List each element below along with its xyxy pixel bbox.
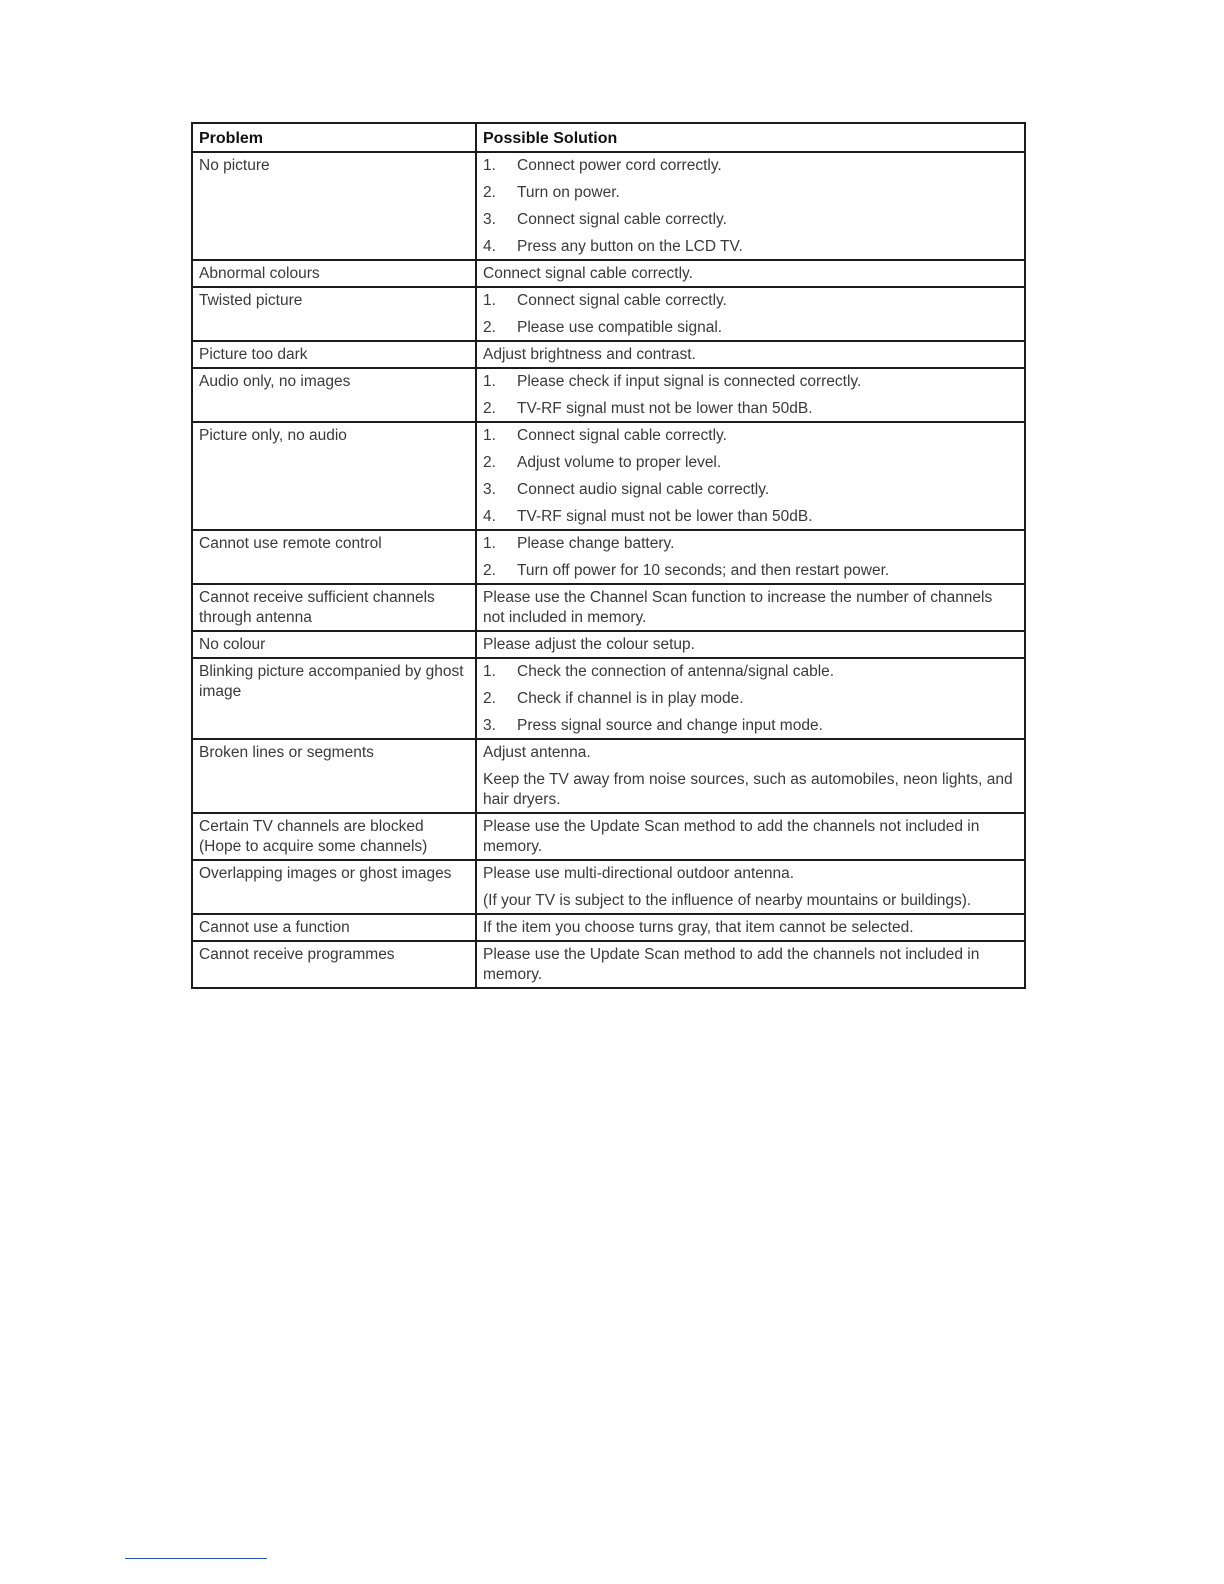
- step-number: 1.: [483, 663, 496, 680]
- solution-cell: [476, 813, 1025, 860]
- table-row: [192, 287, 1025, 341]
- solution-text: Connect signal cable correctly.: [483, 265, 693, 282]
- solution-cell: [476, 530, 1025, 584]
- solution-text: Please use the Channel Scan function to increase the number of channels not included in memory.: [483, 589, 993, 626]
- solution-step: [483, 183, 1018, 203]
- solution-text: Keep the TV away from noise sources, such as automobiles, neon lights, and hair dryers.: [483, 771, 1013, 808]
- step-text: Please check if input signal is connected correctly.: [517, 373, 862, 390]
- problem-cell: Cannot receive programmes: [192, 941, 476, 988]
- step-number: 2.: [483, 562, 496, 579]
- solution-text: If the item you choose turns gray, that item cannot be selected.: [483, 919, 914, 936]
- table-row: [192, 152, 1025, 260]
- step-text: TV-RF signal must not be lower than 50dB.: [517, 400, 813, 417]
- solution-step: [483, 507, 1018, 527]
- table-row: [192, 941, 1025, 988]
- problem-cell: No picture: [192, 152, 476, 260]
- solution-step: [483, 689, 1018, 709]
- solution-step: [483, 561, 1018, 581]
- problem-cell: Blinking picture accompanied by ghost image: [192, 658, 476, 739]
- header-possible-solution: Possible Solution: [476, 123, 1025, 152]
- step-number: 2.: [483, 690, 496, 707]
- table-header-row: [192, 123, 1025, 152]
- step-text: Turn on power.: [517, 184, 620, 201]
- solution-text: Please use the Update Scan method to add the channels not included in memory.: [483, 818, 980, 855]
- solution-cell: [476, 631, 1025, 658]
- problem-cell: Audio only, no images: [192, 368, 476, 422]
- step-number: 3.: [483, 211, 496, 228]
- solution-step: [483, 291, 1018, 311]
- troubleshooting-table-container: [191, 122, 1024, 989]
- solution-cell: [476, 739, 1025, 813]
- solution-step: [483, 210, 1018, 230]
- step-text: Connect audio signal cable correctly.: [517, 481, 770, 498]
- step-number: 2.: [483, 400, 496, 417]
- solution-cell: [476, 584, 1025, 631]
- solution-cell: [476, 422, 1025, 530]
- table-row: [192, 530, 1025, 584]
- solution-cell: [476, 341, 1025, 368]
- problem-cell: Cannot receive sufficient channels through antenna: [192, 584, 476, 631]
- table-row: [192, 260, 1025, 287]
- step-text: Connect signal cable correctly.: [517, 211, 727, 228]
- solution-step: [483, 534, 1018, 554]
- table-row: [192, 341, 1025, 368]
- solution-cell: [476, 368, 1025, 422]
- solution-cell: [476, 287, 1025, 341]
- step-text: Adjust volume to proper level.: [517, 454, 722, 471]
- solution-step: [483, 716, 1018, 736]
- solution-text: Adjust brightness and contrast.: [483, 346, 696, 363]
- solution-step: [483, 399, 1018, 419]
- step-text: Turn off power for 10 seconds; and then restart power.: [517, 562, 890, 579]
- solution-step: [483, 372, 1018, 392]
- step-number: 1.: [483, 157, 496, 174]
- table-row: [192, 914, 1025, 941]
- solution-step: [483, 480, 1018, 500]
- step-text: Please change battery.: [517, 535, 675, 552]
- problem-cell: Picture only, no audio: [192, 422, 476, 530]
- solution-text: (If your TV is subject to the influence of nearby mountains or buildings).: [483, 892, 972, 909]
- solution-step: [483, 662, 1018, 682]
- table-row: [192, 422, 1025, 530]
- step-number: 1.: [483, 535, 496, 552]
- solution-text: Please use the Update Scan method to add the channels not included in memory.: [483, 946, 980, 983]
- problem-cell: Picture too dark: [192, 341, 476, 368]
- solution-cell: [476, 260, 1025, 287]
- troubleshooting-table: [191, 122, 1026, 989]
- solution-step: [483, 426, 1018, 446]
- solution-cell: [476, 860, 1025, 914]
- solution-cell: [476, 941, 1025, 988]
- problem-cell: Abnormal colours: [192, 260, 476, 287]
- solution-step: [483, 237, 1018, 257]
- table-row: [192, 368, 1025, 422]
- solution-cell: [476, 658, 1025, 739]
- step-text: Connect signal cable correctly.: [517, 427, 727, 444]
- footnote-divider: [125, 1558, 267, 1559]
- step-text: Press signal source and change input mode.: [517, 717, 823, 734]
- step-text: Connect signal cable correctly.: [517, 292, 727, 309]
- step-number: 4.: [483, 508, 496, 525]
- table-row: [192, 860, 1025, 914]
- step-number: 1.: [483, 373, 496, 390]
- solution-step: [483, 318, 1018, 338]
- step-number: 3.: [483, 717, 496, 734]
- problem-cell: Overlapping images or ghost images: [192, 860, 476, 914]
- table-row: [192, 813, 1025, 860]
- step-number: 3.: [483, 481, 496, 498]
- problem-cell: Cannot use a function: [192, 914, 476, 941]
- step-text: Check the connection of antenna/signal cable.: [517, 663, 835, 680]
- step-number: 2.: [483, 184, 496, 201]
- solution-step: [483, 156, 1018, 176]
- step-text: Connect power cord correctly.: [517, 157, 722, 174]
- solution-text: Adjust antenna.: [483, 744, 591, 761]
- problem-cell: Twisted picture: [192, 287, 476, 341]
- problem-cell: No colour: [192, 631, 476, 658]
- step-number: 2.: [483, 319, 496, 336]
- header-problem: Problem: [192, 123, 476, 152]
- step-number: 4.: [483, 238, 496, 255]
- table-row: [192, 658, 1025, 739]
- problem-cell: Certain TV channels are blocked (Hope to acquire some channels): [192, 813, 476, 860]
- step-number: 1.: [483, 427, 496, 444]
- problem-cell: Cannot use remote control: [192, 530, 476, 584]
- solution-cell: [476, 152, 1025, 260]
- table-body: [192, 152, 1025, 988]
- step-text: TV-RF signal must not be lower than 50dB.: [517, 508, 813, 525]
- problem-cell: Broken lines or segments: [192, 739, 476, 813]
- solution-step: [483, 453, 1018, 473]
- table-row: [192, 631, 1025, 658]
- step-number: 1.: [483, 292, 496, 309]
- step-text: Press any button on the LCD TV.: [517, 238, 743, 255]
- solution-text: Please use multi-directional outdoor antenna.: [483, 865, 795, 882]
- step-text: Please use compatible signal.: [517, 319, 723, 336]
- table-row: [192, 584, 1025, 631]
- solution-cell: [476, 914, 1025, 941]
- step-text: Check if channel is in play mode.: [517, 690, 744, 707]
- table-row: [192, 739, 1025, 813]
- step-number: 2.: [483, 454, 496, 471]
- solution-text: Please adjust the colour setup.: [483, 636, 695, 653]
